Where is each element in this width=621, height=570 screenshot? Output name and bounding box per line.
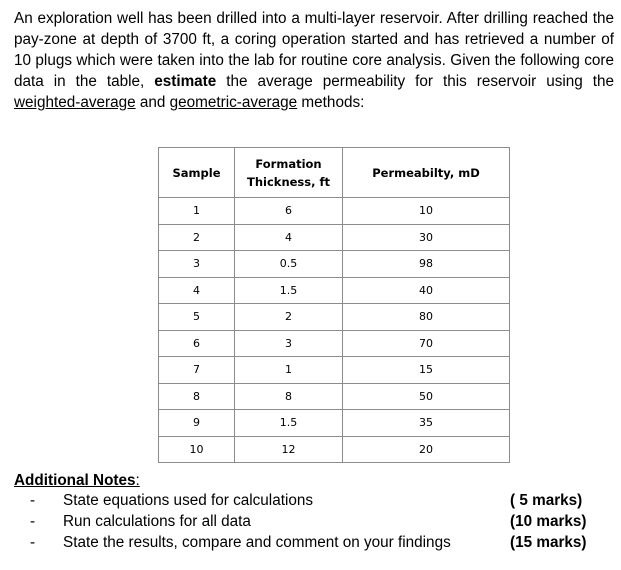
table-header-row [159,148,510,198]
core-data-table [158,147,510,463]
table-row [159,330,510,357]
question-end: methods: [297,94,365,111]
cell-sample: 3 [159,251,235,278]
cell-thickness: 8 [235,383,343,410]
note-marks: (15 marks) [510,534,587,551]
cell-permeability: 50 [343,383,510,410]
cell-permeability: 98 [343,251,510,278]
table-row [159,436,510,463]
question-text [14,8,614,113]
cell-sample: 1 [159,198,235,225]
cell-thickness: 1.5 [235,410,343,437]
question-keyword: estimate [154,73,217,90]
note-marks: ( 5 marks) [510,492,583,509]
note-dash: - [30,492,36,509]
question-conjunction: and [135,94,170,111]
table-body [159,198,510,463]
header-thickness [235,148,343,198]
cell-permeability: 40 [343,277,510,304]
cell-permeability: 30 [343,224,510,251]
table-row [159,304,510,331]
note-item-equations [14,492,604,513]
cell-thickness: 6 [235,198,343,225]
cell-thickness: 4 [235,224,343,251]
cell-sample: 4 [159,277,235,304]
cell-thickness: 0.5 [235,251,343,278]
method-weighted-average: weighted-average [14,94,136,111]
cell-permeability: 35 [343,410,510,437]
header-sample: Sample [159,148,235,198]
cell-sample: 7 [159,357,235,384]
table-row [159,357,510,384]
note-text: State the results, compare and comment on your findings [63,534,451,551]
note-text: Run calculations for all data [63,513,251,530]
note-item-calculations [14,513,604,534]
cell-thickness: 2 [235,304,343,331]
cell-sample: 2 [159,224,235,251]
question-middle: the average permeability for this reservoir using the [216,73,614,90]
table-row [159,251,510,278]
cell-thickness: 12 [235,436,343,463]
cell-sample: 5 [159,304,235,331]
note-dash: - [30,534,36,551]
cell-thickness: 3 [235,330,343,357]
method-geometric-average: geometric-average [169,94,298,111]
cell-permeability: 20 [343,436,510,463]
cell-sample: 10 [159,436,235,463]
table-row [159,198,510,225]
cell-thickness: 1.5 [235,277,343,304]
table-row [159,224,510,251]
notes-title-colon: : [135,472,140,489]
cell-thickness: 1 [235,357,343,384]
note-marks: (10 marks) [510,513,587,530]
cell-sample: 8 [159,383,235,410]
cell-permeability: 10 [343,198,510,225]
cell-sample: 6 [159,330,235,357]
header-permeability: Permeabilty, mD [343,148,510,198]
header-thickness-line1: Formation [255,156,322,171]
note-text: State equations used for calculations [63,492,314,509]
header-thickness-line2: Thickness, ft [247,174,330,189]
cell-permeability: 70 [343,330,510,357]
notes-title [14,472,140,490]
table-row [159,410,510,437]
cell-permeability: 80 [343,304,510,331]
question-intro: An exploration well has been drilled into a multi-layer reservoir. After drilling reached the pay-zone at depth of 3700 ft, a coring operation started and has retrieved a number of 10 plugs which were taken into the lab for routine core analysis. Given the following core data in the table, [14,10,614,90]
table-row [159,277,510,304]
cell-sample: 9 [159,410,235,437]
cell-permeability: 15 [343,357,510,384]
notes-title-text: Additional Notes [14,472,136,489]
note-dash: - [30,513,36,530]
note-item-results [14,534,604,555]
table-row [159,383,510,410]
